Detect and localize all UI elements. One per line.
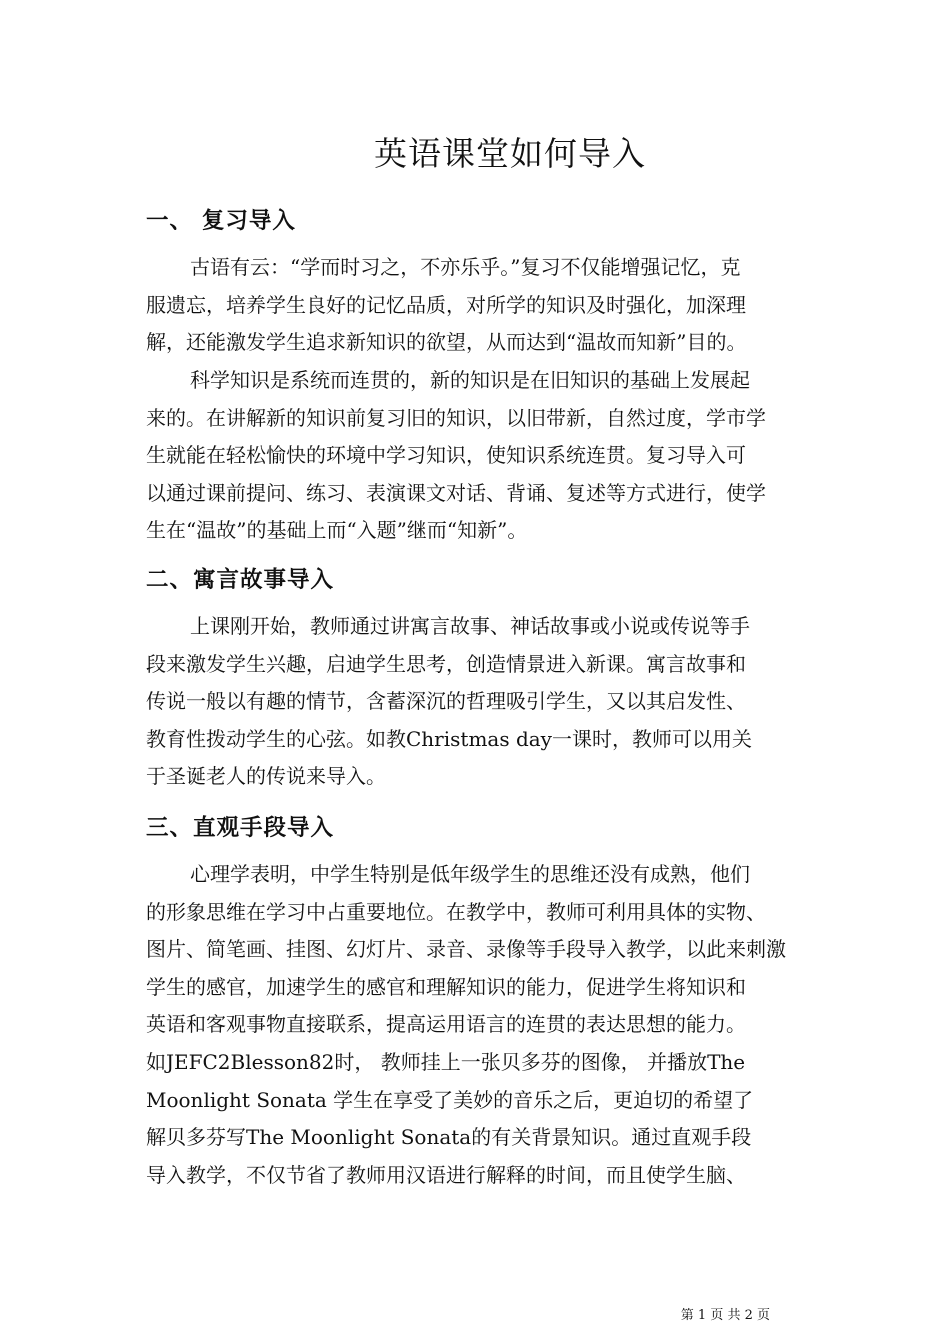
text-line: 于圣诞老人的传说来导入。 — [146, 764, 386, 789]
text-line: 如JEFC2Blesson82时， 教师挂上一张贝多芬的图像， 并播放The — [146, 1049, 746, 1074]
text-line: 上课刚开始，教师通过讲寓言故事、神话故事或小说或传说等手 — [190, 614, 750, 638]
section-heading-1: 一、 复习导入 — [146, 208, 296, 234]
text-line: 教育性拨动学生的心弦。如教Christmas day一课时，教师可以用关 — [146, 726, 752, 751]
text-line: 生在“温故”的基础上而“入题”继而“知新”。 — [146, 518, 528, 543]
text-line: 段来激发学生兴趣，启迪学生思考，创造情景进入新课。寓言故事和 — [146, 651, 746, 676]
text-line: 来的。在讲解新的知识前复习旧的知识，以旧带新，自然过度，学市学 — [146, 405, 766, 430]
paragraph-1-1 — [146, 249, 816, 362]
text-line: 解，还能激发学生追求新知识的欲望，从而达到“温故而知新”目的。 — [146, 330, 747, 355]
page-title: 英语课堂如何导入 — [374, 134, 646, 173]
text-line: 的形象思维在学习中占重要地位。在教学中，教师可利用具体的实物、 — [146, 899, 766, 924]
text-line: 图片、简笔画、挂图、幻灯片、录音、录像等手段导入教学，以此来刺激 — [146, 937, 786, 962]
text-line: 导入教学，不仅节省了教师用汉语进行解释的时间，而且使学生脑、 — [146, 1162, 746, 1187]
text-line: 服遗忘，培养学生良好的记忆品质，对所学的知识及时强化，加深理 — [146, 292, 746, 317]
text-line: 古语有云：“学而时习之，不亦乐乎。”复习不仅能增强记忆，克 — [190, 255, 741, 279]
text-line: 学生的感官，加速学生的感官和理解知识的能力，促进学生将知识和 — [146, 974, 746, 999]
text-line: 英语和客观事物直接联系，提高运用语言的连贯的表达思想的能力。 — [146, 1012, 746, 1037]
text-line: 解贝多芬写The Moonlight Sonata的有关背景知识。通过直观手段 — [146, 1125, 752, 1150]
paragraph-1-2 — [146, 362, 816, 550]
text-line: 传说一般以有趣的情节，含蓄深沉的哲理吸引学生，又以其启发性、 — [146, 689, 746, 714]
text-line: 科学知识是系统而连贯的，新的知识是在旧知识的基础上发展起 — [190, 368, 750, 392]
text-line: 心理学表明，中学生特别是低年级学生的思维还没有成熟，他们 — [190, 862, 750, 886]
text-line: Moonlight Sonata 学生在享受了美妙的音乐之后，更迫切的希望了 — [146, 1087, 754, 1112]
paragraph-3-1 — [146, 856, 816, 1194]
text-line: 生就能在轻松愉快的环境中学习知识，使知识系统连贯。复习导入可 — [146, 443, 746, 468]
section-heading-2: 二、寓言故事导入 — [146, 567, 335, 593]
section-heading-3: 三、直观手段导入 — [146, 815, 335, 841]
text-line: 以通过课前提问、练习、表演课文对话、背诵、复述等方式进行，使学 — [146, 480, 766, 505]
paragraph-2-1 — [146, 608, 816, 796]
page-footer: 第 1 页 共 2 页 — [680, 1308, 770, 1323]
